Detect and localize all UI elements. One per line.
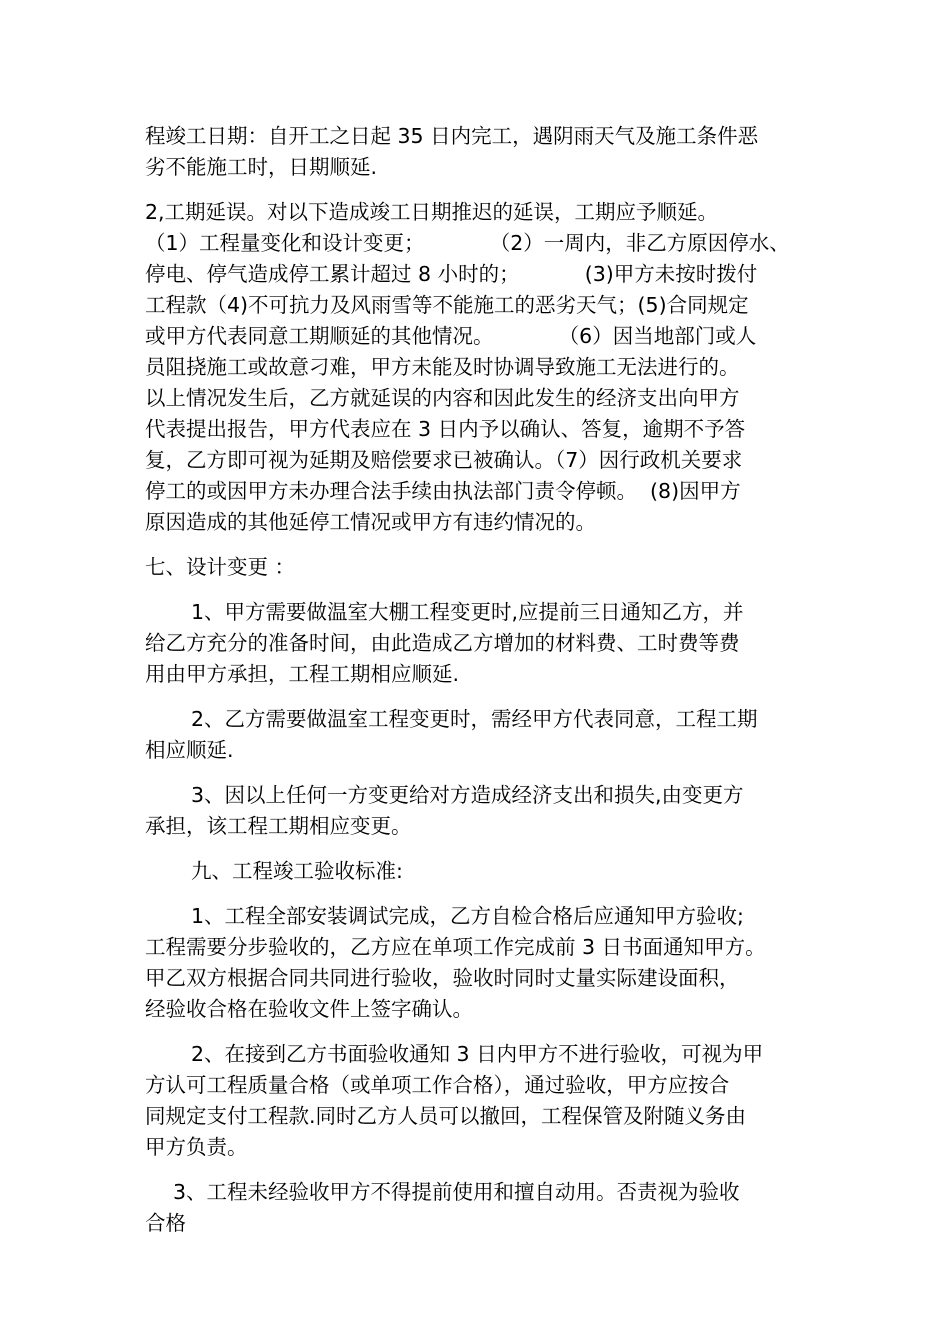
acceptance-1-paragraph bbox=[145, 901, 815, 1025]
design-change-3-paragraph bbox=[145, 780, 815, 842]
text-line: 用由甲方承担，工程工期相应顺延. bbox=[145, 662, 460, 686]
text-line: 3、工程未经验收甲方不得提前使用和擅自动用。否责视为验收 bbox=[173, 1180, 740, 1204]
text-line: 同规定支付工程款.同时乙方人员可以撤回，工程保管及附随义务由 bbox=[145, 1104, 747, 1128]
text-line: 方认可工程质量合格（或单项工作合格），通过验收，甲方应按合 bbox=[145, 1073, 730, 1097]
text-line: （1）工程量变化和设计变更； （2）一周内，非乙方原因停水、 bbox=[145, 231, 790, 255]
text-line: 停工的或因甲方未办理合法手续由执法部门责令停顿。 (8)因甲方 bbox=[145, 479, 741, 503]
text-line: 承担，该工程工期相应变更。 bbox=[145, 814, 412, 838]
text-line: 工程款（4)不可抗力及风雨雪等不能施工的恶劣天气；(5)合同规定 bbox=[145, 293, 749, 317]
text-line: 合格 bbox=[145, 1211, 186, 1235]
text-line: 或甲方代表同意工期顺延的其他情况。 （6）因当地部门或人 bbox=[145, 324, 757, 348]
acceptance-2-paragraph bbox=[145, 1039, 815, 1163]
text-line: 经验收合格在验收文件上签字确认。 bbox=[145, 997, 473, 1021]
document-page bbox=[145, 121, 815, 1253]
text-line: 员阻挠施工或故意刁难，甲方未能及时协调导致施工无法进行的。 bbox=[145, 355, 740, 379]
text-line: 程竣工日期：自开工之日起 35 日内完工，遇阴雨天气及施工条件恶 bbox=[145, 124, 759, 148]
text-line: 给乙方充分的准备时间，由此造成乙方增加的材料费、工时费等费 bbox=[145, 631, 740, 655]
design-change-2-paragraph bbox=[145, 704, 815, 766]
text-line: 3、因以上任何一方变更给对方造成经济支出和损失,由变更方 bbox=[191, 783, 744, 807]
section-9-heading bbox=[145, 856, 815, 887]
text-line: 1、工程全部安装调试完成，乙方自检合格后应通知甲方验收; bbox=[191, 904, 744, 928]
design-change-1-paragraph bbox=[145, 597, 815, 690]
text-line: 停电、停气造成停工累计超过 8 小时的； (3)甲方未按时拨付 bbox=[145, 262, 758, 286]
section-title: 九、工程竣工验收标准: bbox=[191, 859, 403, 883]
section-7-heading bbox=[145, 552, 815, 583]
text-line: 工程需要分步验收的，乙方应在单项工作完成前 3 日书面通知甲方。 bbox=[145, 935, 766, 959]
acceptance-3-paragraph bbox=[145, 1177, 815, 1239]
text-line: 甲乙双方根据合同共同进行验收，验收时同时丈量实际建设面积， bbox=[145, 966, 740, 990]
text-line: 相应顺延. bbox=[145, 738, 234, 762]
text-line: 劣不能施工时，日期顺延. bbox=[145, 155, 378, 179]
text-line: 复，乙方即可视为延期及赔偿要求已被确认。（7）因行政机关要求 bbox=[145, 448, 743, 472]
section-title: 七、设计变更 ： bbox=[145, 555, 296, 579]
text-line: 以上情况发生后，乙方就延误的内容和因此发生的经济支出向甲方 bbox=[145, 386, 740, 410]
text-line: 2、乙方需要做温室工程变更时，需经甲方代表同意，工程工期 bbox=[191, 707, 758, 731]
text-line: 2、在接到乙方书面验收通知 3 日内甲方不进行验收，可视为甲 bbox=[191, 1042, 764, 1066]
text-line: 2,工期延误。对以下造成竣工日期推迟的延误，工期应予顺延。 bbox=[145, 200, 719, 224]
delay-clause-paragraph bbox=[145, 197, 815, 538]
completion-date-paragraph bbox=[145, 121, 815, 183]
text-line: 1、甲方需要做温室大棚工程变更时,应提前三日通知乙方，并 bbox=[191, 600, 744, 624]
text-line: 代表提出报告，甲方代表应在 3 日内予以确认、答复，逾期不予答 bbox=[145, 417, 746, 441]
text-line: 原因造成的其他延停工情况或甲方有违约情况的。 bbox=[145, 510, 596, 534]
text-line: 甲方负责。 bbox=[145, 1135, 248, 1159]
